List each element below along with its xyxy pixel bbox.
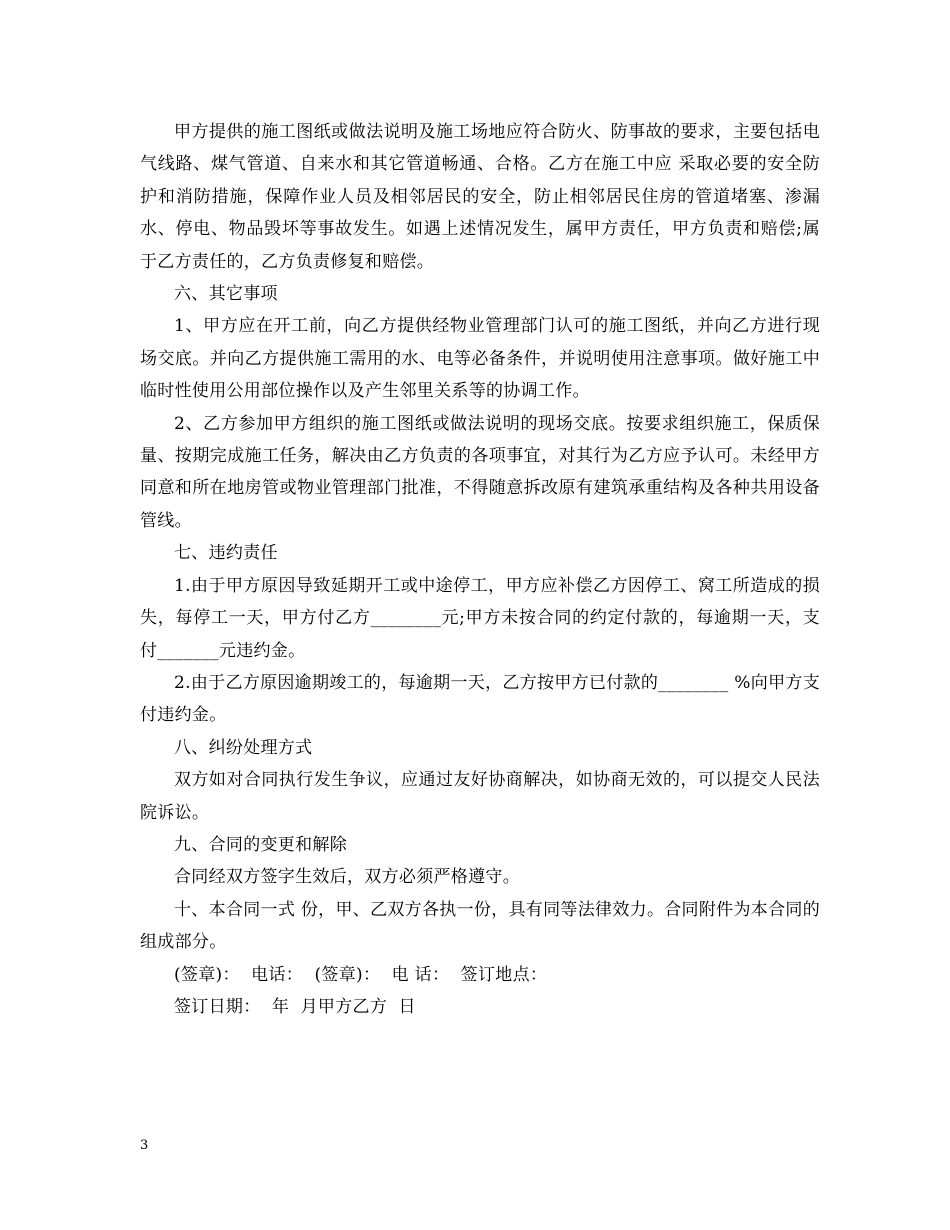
paragraph-copies: 十、本合同一式 份，甲、乙双方各执一份，具有同等法律效力。合同附件为本合同的组成部分。: [140, 899, 820, 953]
page-number: 3: [140, 1138, 149, 1153]
heading-other-matters: 六、其它事项: [174, 284, 278, 305]
signing-date-line: 签订日期： 年 月甲方乙方 日: [174, 996, 416, 1017]
paragraph-party-a-duties: 1、甲方应在开工前，向乙方提供经物业管理部门认可的施工图纸，并向乙方进行现场交底。并向乙方提供施工需用的水、电等必备条件，并说明使用注意事项。做好施工中临时性使用公用部位操作以及产生邻里关系等的协调工作。: [140, 316, 820, 402]
heading-dispute-resolution: 八、纠纷处理方式: [174, 737, 313, 758]
paragraph-dispute-resolution: 双方如对合同执行发生争议，应通过友好协商解决，如协商无效的，可以提交人民法院诉讼。: [140, 770, 820, 823]
paragraph-contract-changes: 合同经双方签字生效后，双方必须严格遵守。: [174, 867, 520, 888]
paragraph-breach-party-a: 1.由于甲方原因导致延期开工或中途停工，甲方应补偿乙方因停工、窝工所造成的损失，每停工一天，甲方付乙方________元;甲方未按合同的约定付款的，每逾期一天，支付_______元违约金。: [140, 575, 820, 661]
paragraph-breach-party-b: 2.由于乙方原因逾期竣工的，每逾期一天，乙方按甲方已付款的________ %向甲方支付违约金。: [140, 672, 820, 726]
document-body: [140, 116, 820, 1023]
heading-contract-changes: 九、合同的变更和解除: [174, 834, 347, 855]
paragraph-safety: 甲方提供的施工图纸或做法说明及施工场地应符合防火、防事故的要求，主要包括电气线路、煤气管道、自来水和其它管道畅通、合格。乙方在施工中应 采取必要的安全防护和消防措施，保障作业人员及相邻居民的安全，防止相邻居民住房的管道堵塞、渗漏水、停电、物品毁坏等事故发生。如遇上述情况发生，属甲方责任，甲方负责和赔偿;属于乙方责任的，乙方负责修复和赔偿。: [140, 122, 820, 272]
signature-line: (签章)： 电话： (签章)： 电 话： 签订地点：: [174, 964, 548, 985]
heading-breach-liability: 七、违约责任: [174, 543, 278, 564]
paragraph-party-b-duties: 2、乙方参加甲方组织的施工图纸或做法说明的现场交底。按要求组织施工，保质保量、按期完成施工任务，解决由乙方负责的各项事宜，对其行为乙方应予认可。未经甲方同意和所在地房管或物业管理部门批准，不得随意拆改原有建筑承重结构及各种共用设备管线。: [140, 413, 820, 531]
